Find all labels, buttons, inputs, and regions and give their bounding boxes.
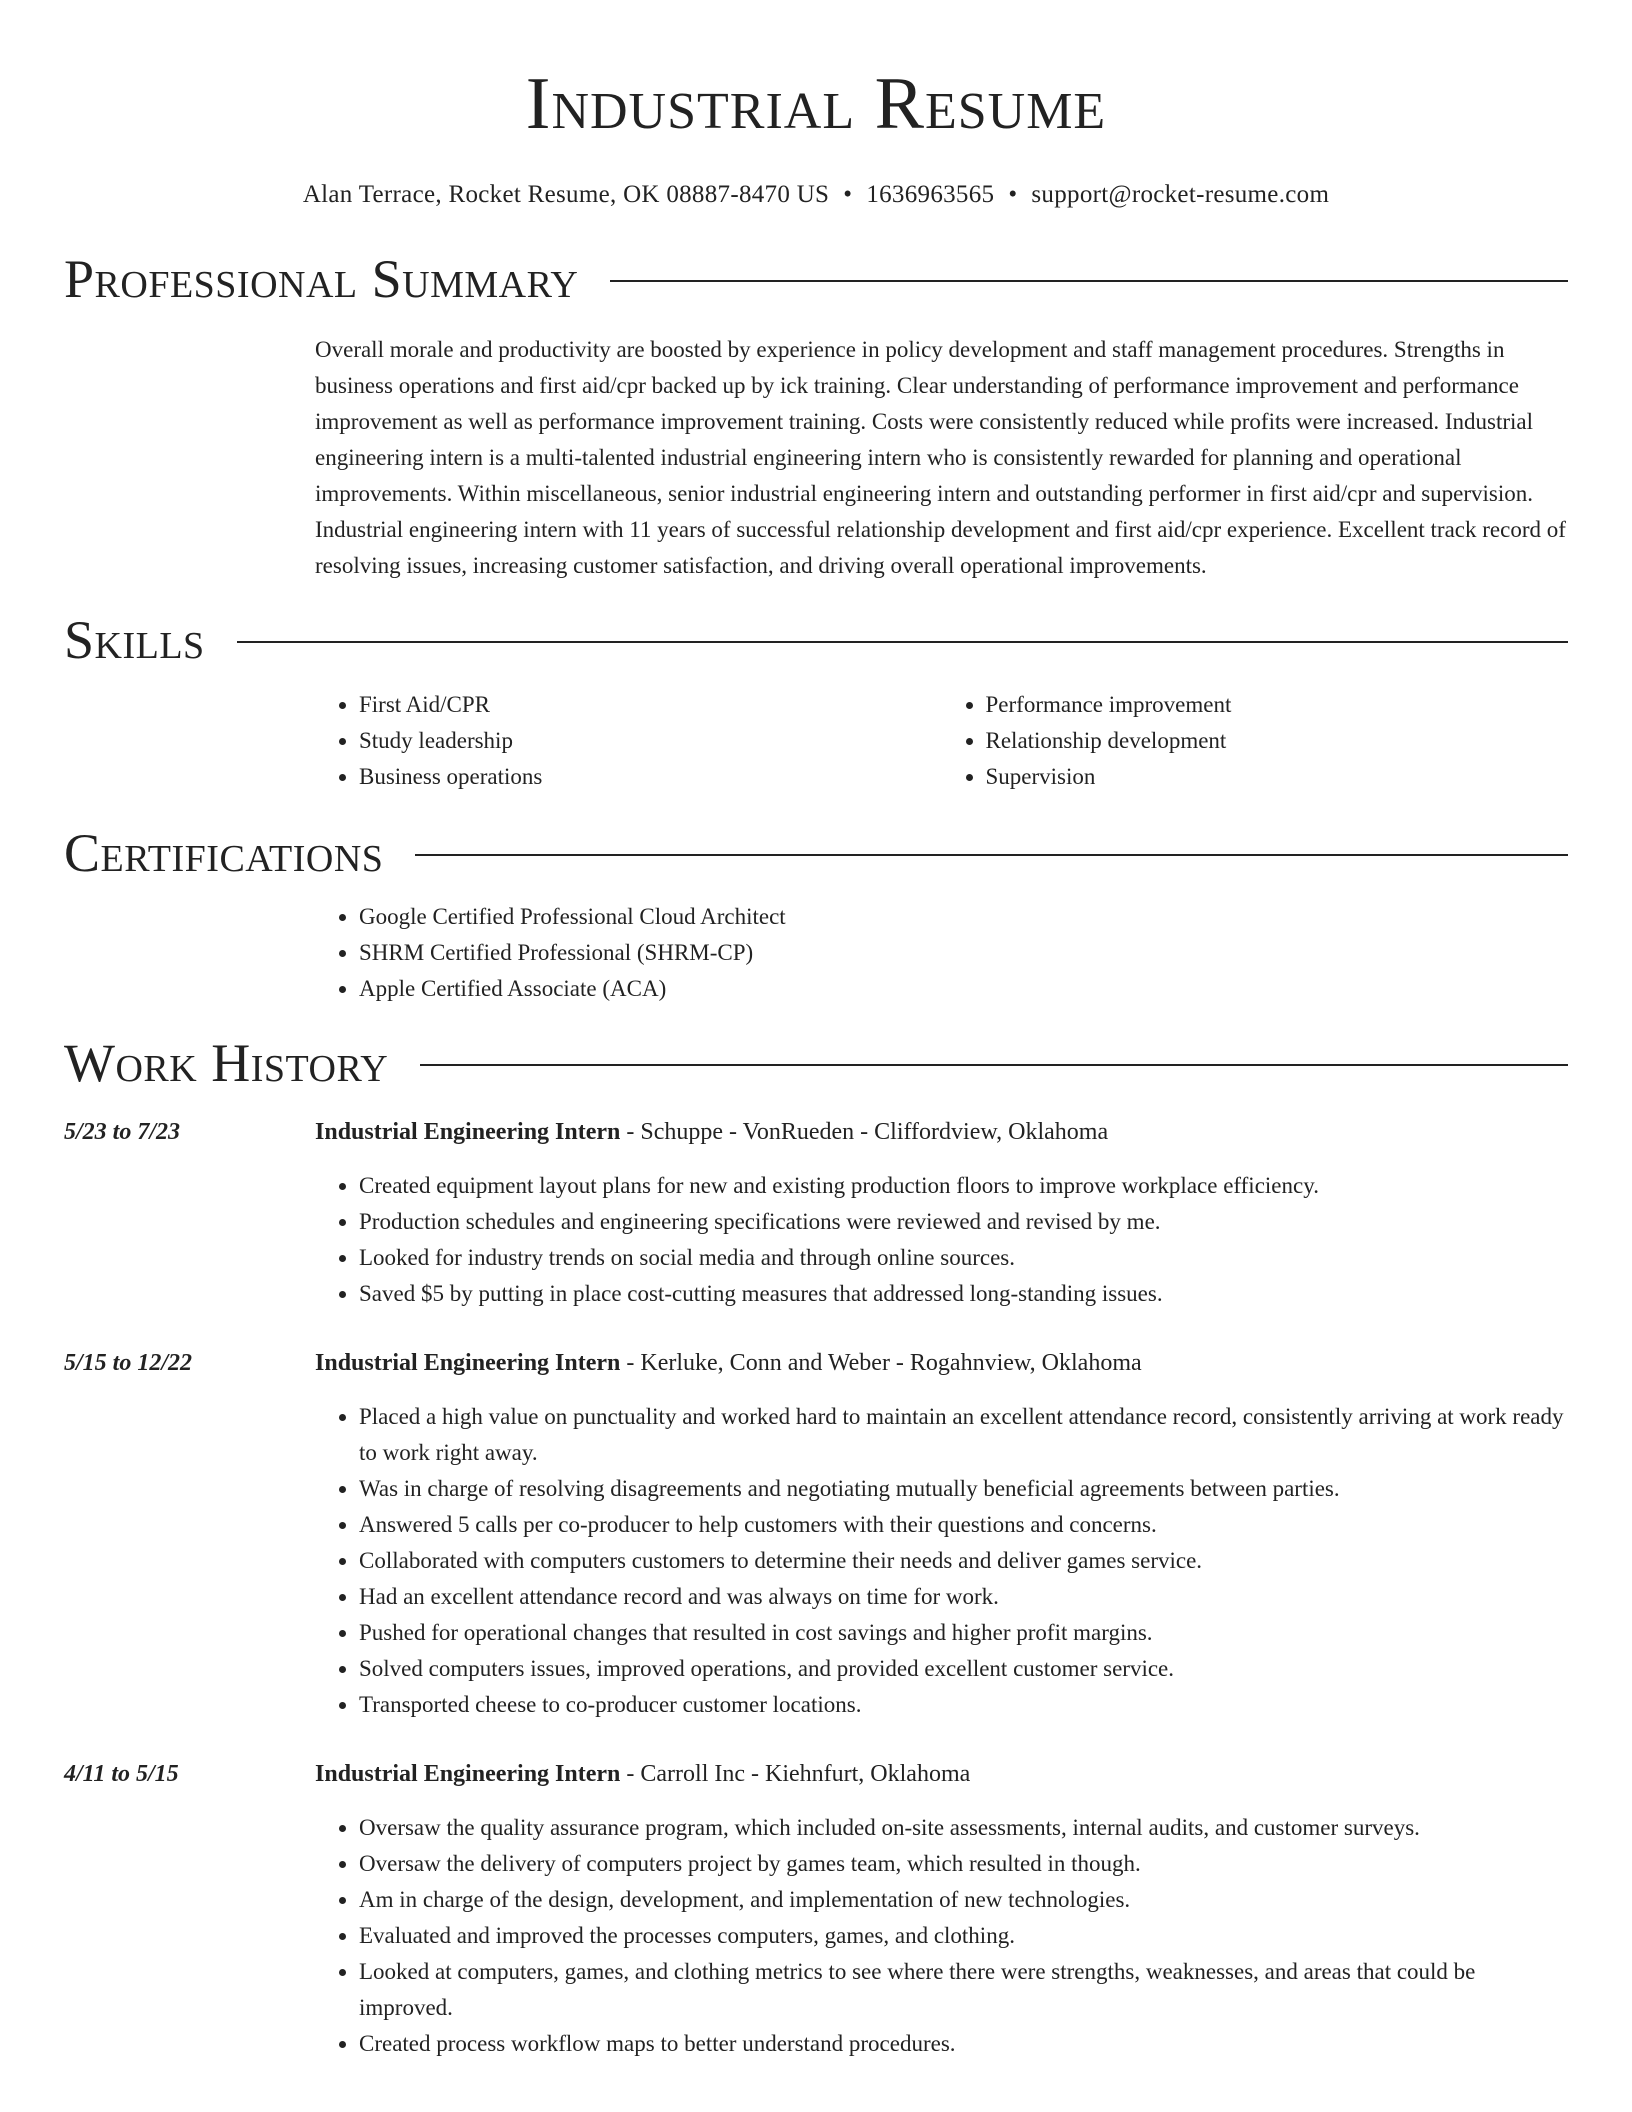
job-duty: • Collaborated with computers customers to determine their needs and deliver games service.: [359, 1543, 1568, 1579]
contact-email: support@rocket-resume.com: [1031, 181, 1330, 208]
job-dates: 5/15 to 12/22: [64, 1350, 193, 1376]
skill-item: • Business operations: [359, 759, 942, 795]
section-divider: [237, 641, 1568, 643]
job-duty: • Created equipment layout plans for new and existing production floors to improve workplace efficiency.: [359, 1168, 1568, 1204]
contact-line: [64, 180, 1568, 210]
job-main: [315, 1756, 1568, 2062]
job-duty: • Looked for industry trends on social media and through online sources.: [359, 1240, 1568, 1276]
skill-item: • Supervision: [986, 759, 1569, 795]
job-duty: • Created process workflow maps to better understand procedures.: [359, 2026, 1568, 2062]
summary-body: [315, 332, 1568, 584]
job-heading: [315, 1114, 1568, 1150]
job-duty: • Pushed for operational changes that resulted in cost savings and higher profit margins.: [359, 1615, 1568, 1651]
job-duty: • Answered 5 calls per co-producer to help customers with their questions and concerns.: [359, 1507, 1568, 1543]
job-duty: • Transported cheese to co-producer customer locations.: [359, 1687, 1568, 1723]
job-duty: • Oversaw the quality assurance program, which included on-site assessments, internal audits, and customer surveys.: [359, 1810, 1568, 1846]
summary-text: Overall morale and productivity are boosted by experience in policy development and staff management procedures. Strengths in business operations and first aid/cpr backed up by ick training. Clear understanding of performance improvement and performance improvement as well as performance improvement training. Costs were consistently reduced while profits were increased. Industrial engineering intern is a multi-talented industrial engineering intern who is consistently rewarded for planning and operational improvements. Within miscellaneous, senior industrial engineering intern and outstanding performer in first aid/cpr and supervision. Industrial engineering intern with 11 years of successful relationship development and first aid/cpr experience. Excellent track record of resolving issues, increasing customer satisfaction, and driving overall operational improvements.: [315, 337, 1566, 578]
job-employer: - Schuppe - VonRueden - Cliffordview, Oklahoma: [620, 1119, 1109, 1145]
contact-address: Alan Terrace, Rocket Resume, OK 08887-8470 US: [302, 181, 830, 208]
skills-list-left: [315, 687, 942, 795]
section-heading: [64, 823, 1568, 883]
job-duty: • Oversaw the delivery of computers project by games team, which resulted in though.: [359, 1846, 1568, 1882]
job-duty: • Evaluated and improved the processes computers, games, and clothing.: [359, 1918, 1568, 1954]
job-dates: 5/23 to 7/23: [64, 1119, 181, 1145]
job-duties: [315, 1810, 1568, 2062]
job-duty: • Had an excellent attendance record and was always on time for work.: [359, 1579, 1568, 1615]
certification-item: • SHRM Certified Professional (SHRM-CP): [359, 935, 1568, 971]
skill-item: • Study leadership: [359, 723, 942, 759]
job-title: Industrial Engineering Intern: [315, 1350, 621, 1376]
skill-item: • Relationship development: [986, 723, 1569, 759]
section-divider: [415, 854, 1568, 856]
certifications-list: [315, 899, 1568, 1007]
work-history-section: [64, 1033, 1568, 2062]
summary-title: Professional Summary: [64, 249, 579, 309]
job-main: [315, 1114, 1568, 1312]
job-duties: [315, 1399, 1568, 1723]
skills-body: [315, 687, 1568, 795]
section-divider: [420, 1064, 1568, 1066]
section-heading: [64, 1033, 1568, 1093]
job-main: [315, 1345, 1568, 1723]
work-history-title: Work History: [64, 1033, 389, 1093]
job-employer: - Carroll Inc - Kiehnfurt, Oklahoma: [620, 1761, 971, 1787]
summary-section: [64, 249, 1568, 584]
resume-page: [64, 0, 1568, 2062]
job-duties: [315, 1168, 1568, 1312]
job-dates: 4/11 to 5/15: [64, 1761, 179, 1787]
job-title: Industrial Engineering Intern: [315, 1119, 621, 1145]
skills-title: Skills: [64, 610, 205, 670]
job-duty: • Looked at computers, games, and clothing metrics to see where there were strengths, weaknesses, and areas that could be improved.: [359, 1954, 1568, 2026]
certifications-body: [315, 899, 1568, 1007]
section-heading: [64, 249, 1568, 309]
job-heading: [315, 1756, 1568, 1792]
job-heading: [315, 1345, 1568, 1381]
job-entry: [64, 1345, 1568, 1723]
contact-separator: •: [1008, 181, 1018, 208]
job-duty: • Was in charge of resolving disagreements and negotiating mutually beneficial agreements between parties.: [359, 1471, 1568, 1507]
job-employer: - Kerluke, Conn and Weber - Rogahnview, Oklahoma: [620, 1350, 1142, 1376]
job-entry: [64, 1114, 1568, 1312]
job-duty: • Solved computers issues, improved operations, and provided excellent customer service.: [359, 1651, 1568, 1687]
job-title: Industrial Engineering Intern: [315, 1761, 621, 1787]
job-duty: • Saved $5 by putting in place cost-cutting measures that addressed long-standing issues.: [359, 1276, 1568, 1312]
job-duty: • Production schedules and engineering specifications were reviewed and revised by me.: [359, 1204, 1568, 1240]
section-divider: [610, 280, 1568, 282]
skills-section: [64, 610, 1568, 795]
skills-list-right: [942, 687, 1569, 795]
certification-item: • Apple Certified Associate (ACA): [359, 971, 1568, 1007]
certifications-title: Certifications: [64, 823, 384, 883]
skill-item: • First Aid/CPR: [359, 687, 942, 723]
job-duty: • Am in charge of the design, development, and implementation of new technologies.: [359, 1882, 1568, 1918]
job-duty: • Placed a high value on punctuality and worked hard to maintain an excellent attendance record, consistently arriving at work ready to work right away.: [359, 1399, 1568, 1471]
resume-header: [64, 0, 1568, 210]
certification-item: • Google Certified Professional Cloud Architect: [359, 899, 1568, 935]
job-entry: [64, 1756, 1568, 2062]
contact-separator: •: [843, 181, 853, 208]
section-heading: [64, 610, 1568, 670]
certifications-section: [64, 823, 1568, 1007]
skill-item: • Performance improvement: [986, 687, 1569, 723]
contact-phone: 1636963565: [866, 181, 995, 208]
resume-name: Industrial Resume: [525, 63, 1107, 145]
